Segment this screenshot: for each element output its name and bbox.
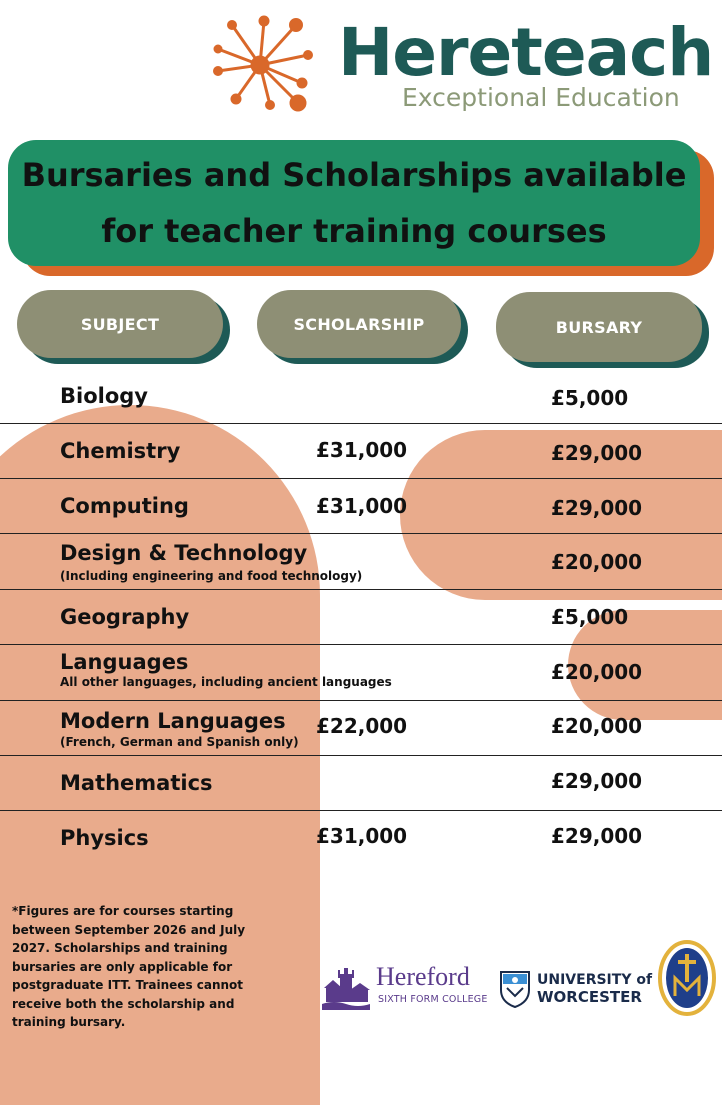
- scholarship-value: £31,000: [316, 494, 408, 518]
- crest-icon: [658, 940, 716, 1016]
- bursary-value: £20,000: [551, 550, 643, 574]
- scholarship-value: £31,000: [316, 438, 408, 462]
- banner-line-2: for teacher training courses: [101, 212, 607, 250]
- subject-name: Design & Technology: [60, 541, 308, 565]
- worcester-logo: [499, 970, 653, 1014]
- subject-name: Modern Languages: [60, 709, 286, 733]
- table-row: [0, 534, 722, 590]
- bursary-value: £5,000: [551, 386, 629, 410]
- bursary-value: £29,000: [551, 824, 643, 848]
- worcester-line-2: WORCESTER: [537, 988, 642, 1006]
- brand-name: Hereteach: [338, 14, 714, 91]
- banner-line-1: Bursaries and Scholarships available: [21, 156, 687, 194]
- subject-column-header: SUBJECT: [17, 290, 223, 358]
- table-row: [0, 479, 722, 534]
- brand-tagline: Exceptional Education: [402, 83, 680, 112]
- bursary-value: £20,000: [551, 714, 643, 738]
- table-row: [0, 370, 722, 424]
- subject-name: Computing: [60, 494, 189, 518]
- worcester-line-1: UNIVERSITY of: [537, 972, 653, 988]
- table-row: [0, 756, 722, 811]
- subject-name: Languages: [60, 650, 189, 674]
- subject-name: Physics: [60, 826, 149, 850]
- subject-note: (French, German and Spanish only): [60, 735, 299, 749]
- bursary-value: £29,000: [551, 496, 643, 520]
- table-row: [0, 645, 722, 701]
- network-burst-icon: [210, 15, 320, 115]
- scholarship-column-header: SCHOLARSHIP: [257, 290, 461, 358]
- hereford-subtitle: SIXTH FORM COLLEGE: [378, 994, 488, 1005]
- subject-name: Geography: [60, 605, 190, 629]
- subject-note: (Including engineering and food technology): [60, 569, 363, 583]
- table-row: [0, 701, 722, 756]
- shield-icon: [499, 970, 531, 1008]
- subject-note: All other languages, including ancient languages: [60, 675, 392, 689]
- subject-name: Biology: [60, 384, 148, 408]
- hereford-name: Hereford: [376, 962, 470, 991]
- bursary-value: £5,000: [551, 605, 629, 629]
- subject-name: Chemistry: [60, 439, 181, 463]
- cathedral-icon: [322, 966, 370, 1010]
- bursary-value: £29,000: [551, 769, 643, 793]
- scholarship-value: £22,000: [316, 714, 408, 738]
- scholarship-value: £31,000: [316, 824, 408, 848]
- hereford-logo: [322, 962, 488, 1010]
- table-row: [0, 424, 722, 479]
- table-row: [0, 590, 722, 645]
- bursary-value: £29,000: [551, 441, 643, 465]
- footnote: *Figures are for courses starting between September 2026 and July 2027. Scholarships and training bursaries are only applicable for postgraduate ITT. Trainees cannot receive both the scholarship and training bursary.: [12, 904, 246, 1029]
- title-banner: [8, 140, 700, 266]
- subject-name: Mathematics: [60, 771, 213, 795]
- bursary-value: £20,000: [551, 660, 643, 684]
- table-row: [0, 811, 722, 866]
- bursary-column-header: BURSARY: [496, 292, 702, 362]
